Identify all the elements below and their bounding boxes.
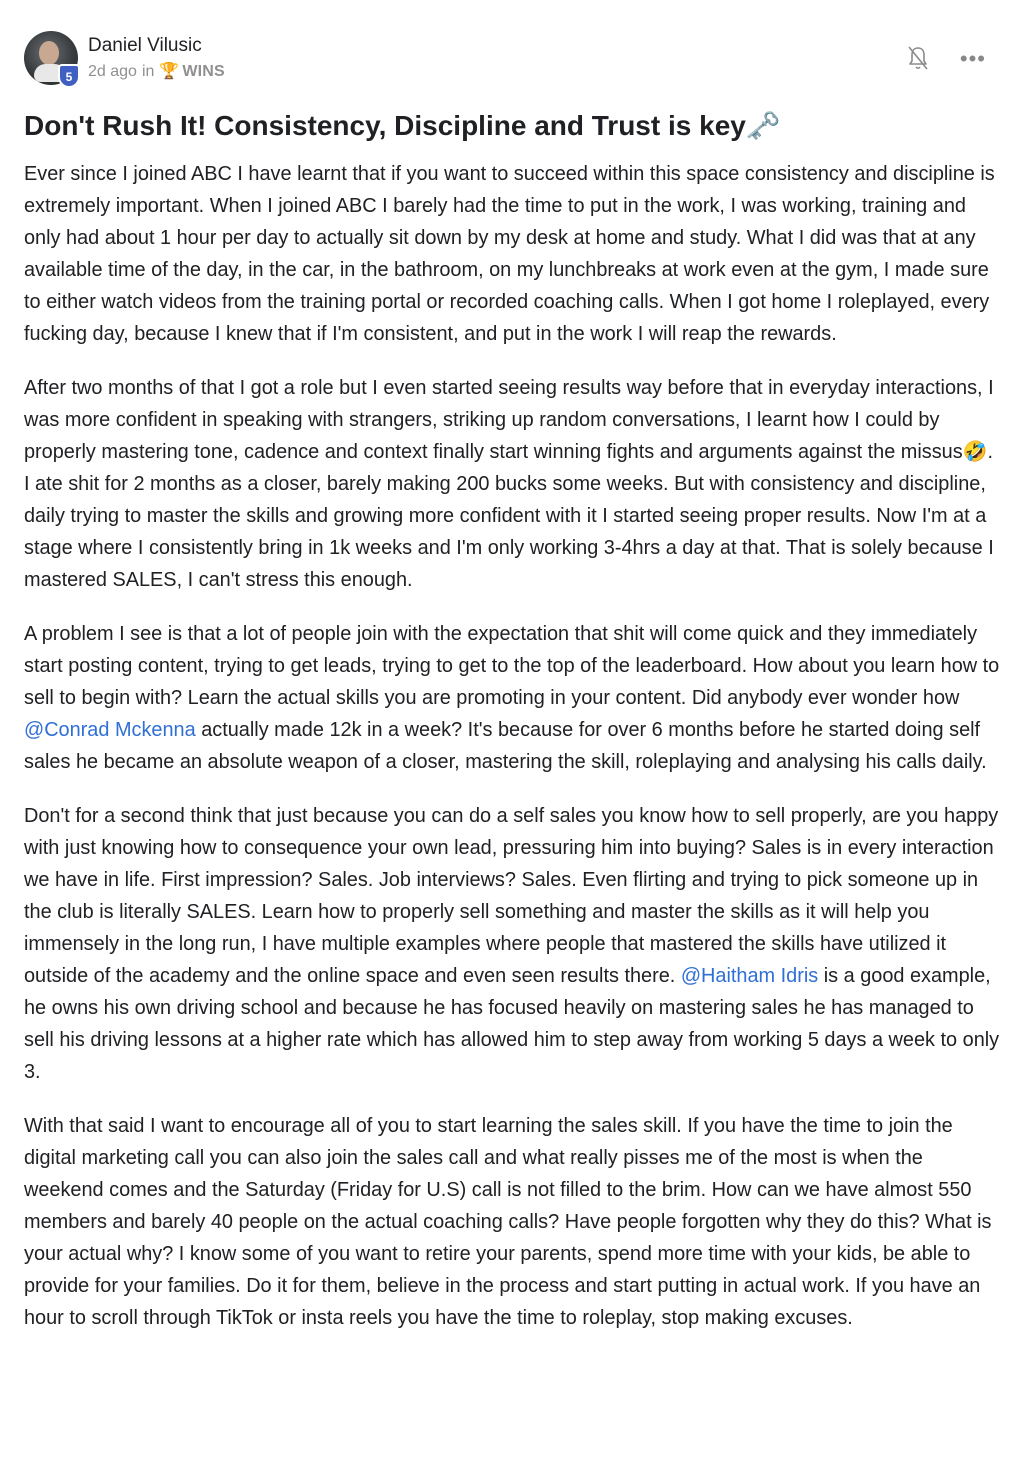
- paragraph-3-text-b: actually made 12k in a week? It's because for over 6 months before he started doing self sales he became an absolute weapon of a closer, mastering the skill, roleplaying and analysing his calls daily.: [24, 719, 987, 773]
- in-label: in: [141, 63, 155, 80]
- category-link[interactable]: WINS: [182, 63, 225, 80]
- avatar-face: [39, 41, 59, 65]
- paragraph-4-text-b: is a good example, he owns his own driving school and because he has focused heavily on mastering sales he has managed to sell his driving lessons at a higher rate which has allowed him to step away from working 5 days a week to only 3.: [24, 965, 1000, 1083]
- post-header: [24, 31, 225, 89]
- bell-off-icon[interactable]: [906, 44, 930, 74]
- trophy-icon: 🏆: [159, 63, 180, 80]
- level-badge: 5: [58, 64, 80, 88]
- avatar[interactable]: [24, 31, 78, 85]
- post-meta: [88, 31, 225, 83]
- post-body: [24, 158, 1002, 1356]
- paragraph-1: Ever since I joined ABC I have learnt that if you want to succeed within this space consistency and discipline is extremely important. When I joined ABC I barely had the time to put in the work, I was working, training and only had about 1 hour per day to actually sit down by my desk at home and study. What I did was that at any available time of the day, in the car, in the bathroom, on my lunchbreaks at work even at the gym, I made sure to either watch videos from the training portal or recorded coaching calls. When I got home I roleplayed, every fucking day, because I knew that if I'm consistent, and put in the work I will reap the rewards.: [24, 163, 995, 345]
- paragraph-3: [24, 618, 1002, 778]
- post-title: Don't Rush It! Consistency, Discipline and Trust is key🗝️: [24, 110, 781, 141]
- paragraph-4: [24, 800, 1002, 1088]
- mention-link-haitham[interactable]: @Haitham Idris: [680, 965, 819, 987]
- post-time[interactable]: 2d ago: [88, 63, 137, 80]
- author-name[interactable]: Daniel Vilusic: [88, 35, 202, 56]
- paragraph-4-text-a: Don't for a second think that just because you can do a self sales you know how to sell properly, are you happy with just knowing how to consequence your own lead, pressuring him into buying? Sales is in every interaction we have in life. First impression? Sales. Job interviews? Sales. Even flirting and trying to pick someone up in the club is literally SALES. Learn how to properly sell something and master the skills as it will help you immensely in the long run, I have multiple examples where people that mastered the skills have utilized it outside of the academy and the online space and even seen results there.: [24, 805, 999, 987]
- post-subline: [88, 61, 225, 83]
- post-actions: [906, 44, 986, 74]
- more-options-icon[interactable]: •••: [959, 46, 986, 71]
- paragraph-2: After two months of that I got a role but I even started seeing results way before that in everyday interactions, I was more confident in speaking with strangers, striking up random conversations, I learnt how I could by properly mastering tone, cadence and context finally start winning fights and arguments against the missus🤣. I ate shit for 2 months as a closer, barely making 200 bucks some weeks. But with consistency and discipline, daily trying to master the skills and growing more confident with it I started seeing proper results. Now I'm at a stage where I consistently bring in 1k weeks and I'm only working 3-4hrs a day at that. That is solely because I mastered SALES, I can't stress this enough.: [24, 377, 994, 591]
- paragraph-5: With that said I want to encourage all of you to start learning the sales skill. If you have the time to join the digital marketing call you can also join the sales call and what really pisses me of the most is when the weekend comes and the Saturday (Friday for U.S) call is not filled to the brim. How can we have almost 550 members and barely 40 people on the actual coaching calls? Have people forgotten why they do this? What is your actual why? I know some of you want to retire your parents, spend more time with your kids, be able to provide for your families. Do it for them, believe in the process and start putting in actual work. If you have an hour to scroll through TikTok or insta reels you have the time to roleplay, stop making excuses.: [24, 1115, 992, 1329]
- mention-link-conrad[interactable]: @Conrad Mckenna: [24, 719, 196, 741]
- paragraph-3-text-a: A problem I see is that a lot of people join with the expectation that shit will come quick and they immediately start posting content, trying to get leads, trying to get to the top of the leaderboard. How about you learn how to sell to begin with? Learn the actual skills you are promoting in your content. Did anybody ever wonder how: [24, 623, 1000, 709]
